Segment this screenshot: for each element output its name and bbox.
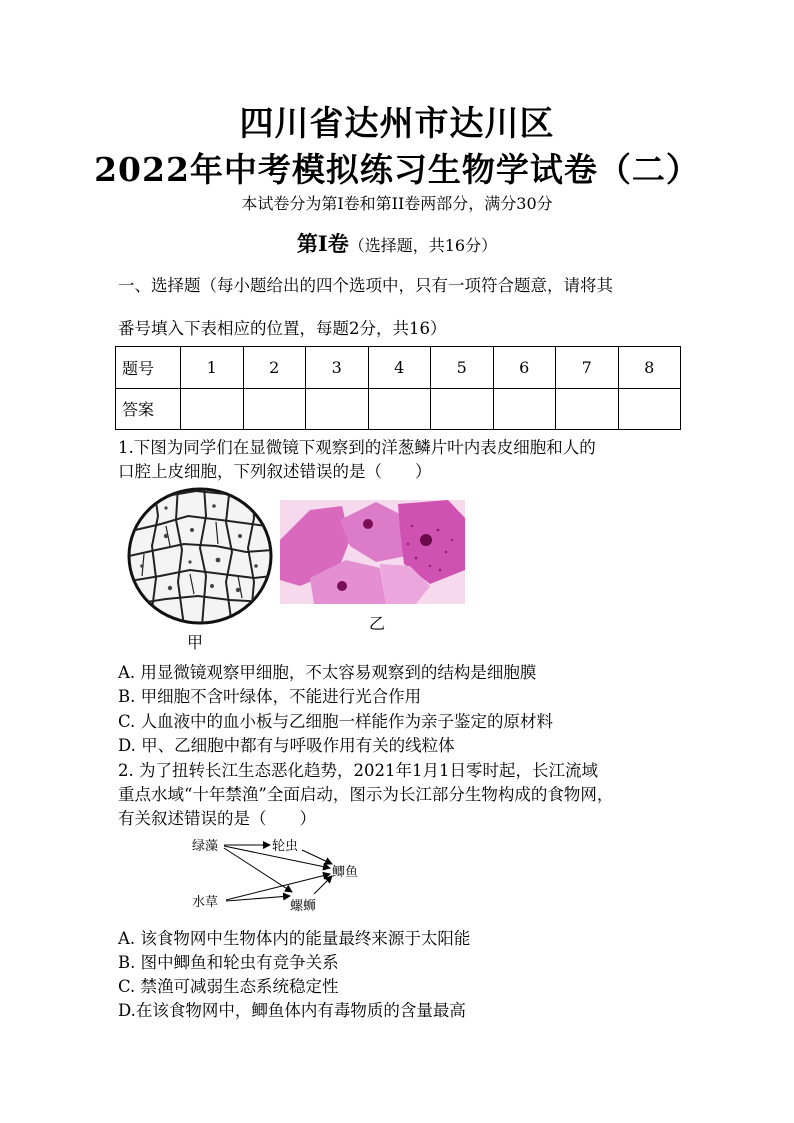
q1-stem-line-1: 1.下图为同学们在显微镜下观察到的洋葱鳞片叶内表皮细胞和人的 xyxy=(118,438,596,457)
question-number-cell: 2 xyxy=(243,347,306,389)
figure-b-label: 乙 xyxy=(369,614,386,633)
answer-cell[interactable] xyxy=(618,388,681,430)
node-rotifer: 轮虫 xyxy=(272,839,299,854)
answer-table-number-label: 题号 xyxy=(116,347,181,389)
exam-subtitle: 本试卷分为第Ⅰ卷和第II卷两部分，满分30分 xyxy=(241,194,553,213)
q2-stem-line-2: 重点水域“十年禁渔”全面启动，图示为长江部分生物构成的食物网， xyxy=(118,785,614,804)
answer-cell[interactable] xyxy=(431,388,494,430)
node-crucian: 鲫鱼 xyxy=(332,865,359,880)
section-instruction-line-1: 一、选择题（每小题给出的四个选项中，只有一项符合题意，请将其 xyxy=(118,276,613,295)
node-grass: 水草 xyxy=(192,895,219,910)
edge-algae-snail xyxy=(224,848,292,892)
part-one-title: 第Ⅰ卷 xyxy=(296,231,349,256)
q1-option-d[interactable]: D. 甲、乙细胞中都有与呼吸作用有关的线粒体 xyxy=(118,736,455,755)
answer-cell[interactable] xyxy=(556,388,619,430)
title-line-1: 四川省达州市达川区 xyxy=(239,104,555,144)
edge-grass-crucian xyxy=(226,874,330,900)
q1-option-a[interactable]: A. 用显微镜观察甲细胞，不太容易观察到的结构是细胞膜 xyxy=(118,663,537,682)
q2-option-a[interactable]: A. 该食物网中生物体内的能量最终来源于太阳能 xyxy=(118,929,471,948)
question-number-cell: 1 xyxy=(181,347,244,389)
answer-cell[interactable] xyxy=(493,388,556,430)
q2-stem-line-1: 2. 为了扭转长江生态恶化趋势，2021年1月1日零时起，长江流域 xyxy=(118,761,598,780)
part-one-note: （选择题，共16分） xyxy=(348,236,498,255)
q2-option-b[interactable]: B. 图中鲫鱼和轮虫有竞争关系 xyxy=(118,953,339,972)
food-web-diagram xyxy=(186,830,376,916)
question-number-cell: 5 xyxy=(431,347,494,389)
edge-snail-crucian xyxy=(314,876,332,894)
edge-grass-snail xyxy=(226,896,290,901)
answer-cell[interactable] xyxy=(181,388,244,430)
figure-a-label: 甲 xyxy=(187,633,204,652)
section-instruction-line-2: 番号填入下表相应的位置，每题2分，共16） xyxy=(118,319,447,338)
q1-stem-line-2: 口腔上皮细胞，下列叙述错误的是（ ） xyxy=(118,462,432,481)
q2-option-d[interactable]: D.在该食物网中，鲫鱼体内有毒物质的含量最高 xyxy=(118,1001,466,1020)
question-number-cell: 8 xyxy=(618,347,681,389)
answer-table xyxy=(115,346,681,430)
question-number-cell: 3 xyxy=(306,347,369,389)
onion-cell-micrograph xyxy=(126,486,274,626)
question-number-cell: 6 xyxy=(493,347,556,389)
q2-option-c[interactable]: C. 禁渔可减弱生态系统稳定性 xyxy=(118,977,339,996)
part-one-heading xyxy=(0,228,794,258)
answer-cell[interactable] xyxy=(243,388,306,430)
question-number-cell: 4 xyxy=(368,347,431,389)
answer-table-answer-row xyxy=(116,388,681,430)
cheek-cell-micrograph xyxy=(280,500,465,604)
answer-cell[interactable] xyxy=(368,388,431,430)
node-algae: 绿藻 xyxy=(192,839,219,854)
q1-option-c[interactable]: C. 人血液中的血小板与乙细胞一样能作为亲子鉴定的原材料 xyxy=(118,712,554,731)
edge-rotifer-crucian xyxy=(302,850,332,864)
node-snail: 螺蛳 xyxy=(290,899,317,914)
answer-table-number-row xyxy=(116,347,681,389)
answer-cell[interactable] xyxy=(306,388,369,430)
q2-stem-line-3: 有关叙述错误的是（ ） xyxy=(118,809,316,828)
title-line-2: 2022年中考模拟练习生物学试卷（二） xyxy=(94,150,700,189)
q1-option-b[interactable]: B. 甲细胞不含叶绿体，不能进行光合作用 xyxy=(118,687,422,706)
question-number-cell: 7 xyxy=(556,347,619,389)
answer-table-answer-label: 答案 xyxy=(116,388,181,430)
